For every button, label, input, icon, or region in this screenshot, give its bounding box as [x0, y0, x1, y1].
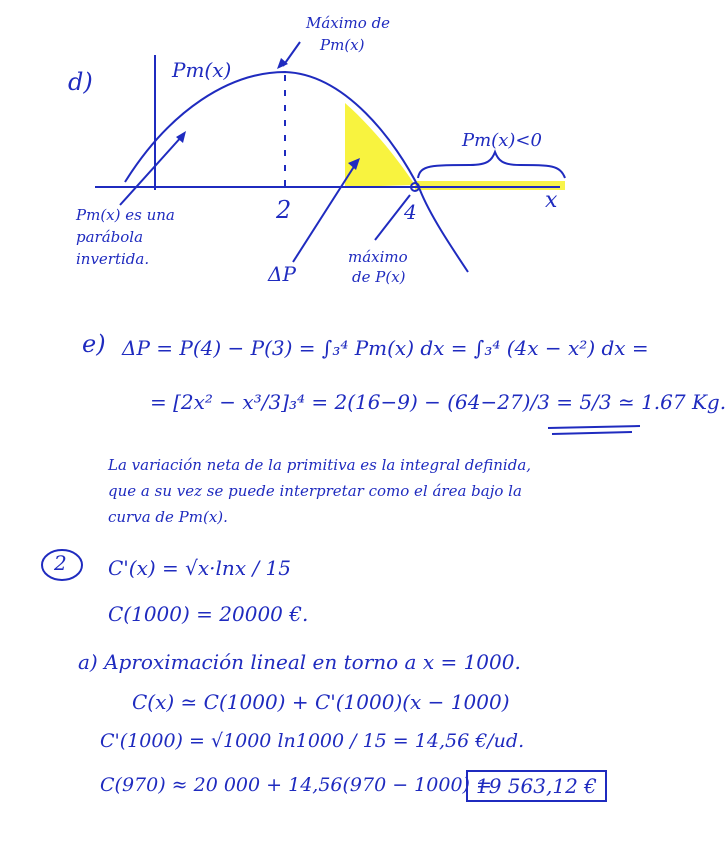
negative-label: Pm(x)<0: [462, 130, 542, 151]
max-label-line1: Máximo de: [306, 14, 391, 32]
parabola-note-line1: Pm(x) es una: [76, 206, 175, 224]
max-label-line2: Pm(x): [320, 36, 365, 54]
parabola-curve: [125, 72, 468, 272]
cost-value: C(1000) = 20000 €.: [108, 602, 309, 626]
max-primitive-line1: máximo: [348, 248, 408, 266]
curve-label: Pm(x): [172, 58, 232, 82]
area-arrow: [293, 165, 355, 262]
part-e-text-line1: La variación neta de la primitiva es la integral definida,: [108, 456, 532, 474]
area-label: ΔP: [268, 262, 296, 286]
part-e-text-line3: curva de Pm(x).: [108, 508, 228, 526]
part-e-equation-line2: = [2x² − x³/3]₃⁴ = 2(16−9) − (64−27)/3 = 5/3 ≃ 1.67 Kg.: [150, 390, 726, 414]
estimate-expression: C(970) ≈ 20 000 + 14,56(970 − 1000) =: [100, 774, 492, 796]
part-d-label: d): [68, 68, 93, 96]
approx-formula: C(x) ≃ C(1000) + C'(1000)(x − 1000): [132, 690, 510, 714]
part-a-heading: a) Aproximación lineal en torno a x = 1000.: [78, 650, 521, 674]
parabola-note-line2: parábola: [76, 228, 144, 246]
tick-2-label: 2: [276, 196, 292, 224]
cost-derivative: C'(x) = √x·lnx / 15: [108, 556, 291, 580]
problem-number: 2: [54, 551, 67, 575]
x-axis-label: x: [545, 188, 558, 213]
part-e-label: e): [82, 330, 106, 358]
part-e-text-line2: que a su vez se puede interpretar como el área bajo la: [108, 482, 522, 500]
shaded-area: [345, 103, 415, 187]
result-underline: [0, 420, 655, 440]
part-e-equation-line1: ΔP = P(4) − P(3) = ∫₃⁴ Pm(x) dx = ∫₃⁴ (4x − x²) dx =: [122, 336, 649, 360]
negative-region-highlight: [415, 181, 565, 190]
final-result: 19 563,12 €: [466, 770, 607, 802]
tick-4-label: 4: [404, 200, 417, 224]
parabola-note-line3: invertida.: [76, 250, 150, 268]
negative-brace: [418, 152, 565, 178]
derivative-value: C'(1000) = √1000 ln1000 / 15 = 14,56 €/ud.: [100, 730, 525, 752]
max-primitive-line2: de P(x): [352, 268, 406, 286]
